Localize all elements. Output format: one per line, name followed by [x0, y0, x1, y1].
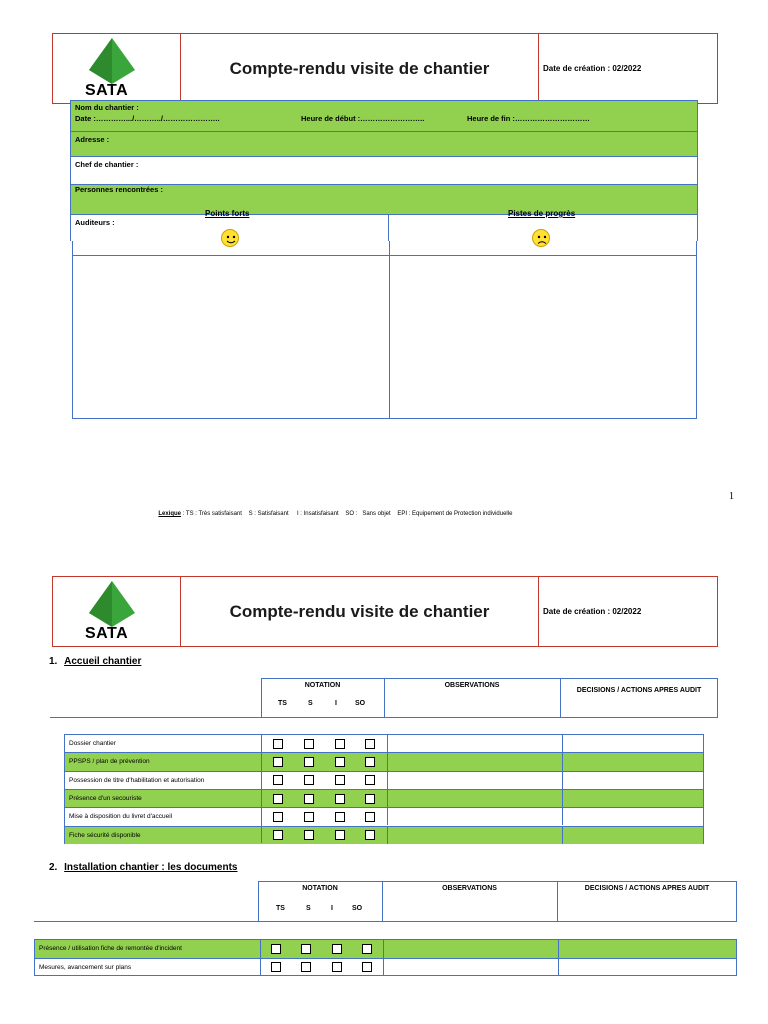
observations-header: OBSERVATIONS: [442, 885, 497, 892]
row-label: Mesures, avancement sur plans: [39, 963, 132, 971]
rating-checkbox-i[interactable]: [335, 739, 345, 749]
site-manager-row[interactable]: [71, 156, 697, 184]
rating-checkbox-s[interactable]: [304, 757, 314, 767]
rating-s: S: [306, 905, 311, 912]
rating-checkbox-ts[interactable]: [271, 962, 281, 972]
table-row: [65, 789, 703, 807]
improvements-heading: Pistes de progrès: [508, 209, 576, 218]
row-label: Fiche sécurité disponible: [69, 831, 141, 839]
observations-cell[interactable]: [387, 735, 562, 752]
row-label: Possession de titre d'habilitation et autorisation: [69, 776, 205, 784]
start-time-label: Heure de début :……………………..: [301, 114, 425, 123]
auditors-label: Auditeurs :: [75, 218, 115, 227]
observations-header: OBSERVATIONS: [444, 682, 500, 689]
rating-checkbox-ts[interactable]: [273, 830, 283, 840]
rating-checkbox-ts[interactable]: [273, 739, 283, 749]
observations-cell[interactable]: [387, 808, 562, 825]
observations-cell[interactable]: [387, 753, 562, 770]
lexicon-title: Lexique: [158, 511, 182, 517]
decisions-cell[interactable]: [562, 790, 703, 807]
rating-ts: TS: [276, 905, 285, 912]
rating-checkbox-so[interactable]: [365, 830, 375, 840]
table-row: [35, 958, 736, 977]
rating-checkbox-so[interactable]: [365, 757, 375, 767]
logo: [53, 34, 181, 103]
rating-checkbox-so[interactable]: [365, 739, 375, 749]
auditors-row[interactable]: [71, 214, 697, 241]
rating-checkbox-ts[interactable]: [273, 757, 283, 767]
rating-ts: TS: [278, 700, 287, 707]
decisions-cell[interactable]: [558, 940, 736, 958]
table-row: [65, 807, 703, 825]
creation-date: Date de création : 02/2022: [543, 64, 642, 73]
people-met-label: Personnes rencontrées :: [75, 185, 163, 194]
date-label: Date :………….../………../…………………..: [75, 114, 220, 123]
label-column-divider: [261, 734, 262, 843]
rating-s: S: [308, 700, 313, 707]
table-row: [35, 939, 736, 958]
row-label: Présence / utilisation fiche de remontée d'incident: [39, 945, 182, 953]
address-label: Adresse :: [75, 135, 110, 144]
rating-checkbox-s[interactable]: [304, 830, 314, 840]
rating-checkbox-s[interactable]: [304, 775, 314, 785]
end-time-label: Heure de fin :…………………………: [467, 114, 590, 123]
decisions-cell[interactable]: [562, 753, 703, 770]
site-info-box: [70, 100, 698, 241]
rating-checkbox-s[interactable]: [304, 739, 314, 749]
people-met-row[interactable]: [71, 184, 697, 214]
document-title: Compte-rendu visite de chantier: [181, 34, 539, 103]
rating-checkbox-i[interactable]: [335, 757, 345, 767]
rating-checkbox-ts[interactable]: [273, 794, 283, 804]
row-label: Dossier chantier: [69, 740, 116, 748]
decisions-cell[interactable]: [558, 959, 736, 977]
strengths-heading: Points forts: [205, 209, 250, 218]
document-title: Compte-rendu visite de chantier: [181, 577, 539, 646]
row-label: Présence d'un secouriste: [69, 795, 142, 803]
site-name-label: Nom du chantier :: [75, 103, 139, 112]
decisions-header: DECISIONS / ACTIONS APRES AUDIT: [584, 885, 710, 892]
section1-header-table: [50, 678, 718, 718]
decisions-cell[interactable]: [562, 735, 703, 752]
table-row: [65, 734, 703, 752]
rating-checkbox-ts[interactable]: [273, 812, 283, 822]
section1-heading: [49, 656, 141, 667]
document-header-2: [52, 576, 718, 647]
strengths-cell[interactable]: [73, 256, 389, 418]
logo-text: SATA: [85, 625, 129, 642]
section2-heading: [49, 862, 238, 873]
lexicon: [155, 505, 512, 517]
section1-title: Accueil chantier: [64, 656, 142, 667]
rating-checkbox-so[interactable]: [362, 962, 372, 972]
logo-text: SATA: [85, 82, 129, 99]
notation-header: NOTATION: [302, 885, 338, 892]
rating-checkbox-i[interactable]: [332, 962, 342, 972]
site-manager-label: Chef de chantier :: [75, 160, 139, 169]
rating-checkbox-i[interactable]: [335, 794, 345, 804]
rating-checkbox-ts[interactable]: [271, 944, 281, 954]
rating-checkbox-so[interactable]: [365, 775, 375, 785]
rating-checkbox-s[interactable]: [304, 794, 314, 804]
observations-cell[interactable]: [387, 790, 562, 807]
document-header-1: [52, 33, 718, 104]
rating-checkbox-ts[interactable]: [273, 775, 283, 785]
strengths-improvements-table: [72, 241, 697, 419]
rating-so: SO: [352, 905, 363, 912]
rating-checkbox-so[interactable]: [365, 812, 375, 822]
address-row[interactable]: [71, 131, 697, 156]
improvements-cell[interactable]: [390, 256, 696, 418]
rating-checkbox-i[interactable]: [335, 830, 345, 840]
rating-i: I: [335, 700, 337, 707]
table-row: [65, 752, 703, 770]
logo: [53, 577, 181, 646]
decisions-cell[interactable]: [562, 772, 703, 789]
section2-header-table: [34, 881, 737, 922]
sata-logo-icon: [87, 579, 137, 629]
site-name-row[interactable]: [71, 101, 697, 131]
rating-checkbox-i[interactable]: [332, 944, 342, 954]
label-column-divider: [260, 939, 261, 975]
rating-i: I: [331, 905, 333, 912]
decisions-cell[interactable]: [562, 808, 703, 825]
observations-cell[interactable]: [383, 940, 558, 958]
rating-so: SO: [355, 700, 366, 707]
sata-logo-icon: [87, 36, 137, 86]
section1-number: 1.: [49, 656, 58, 667]
rating-checkbox-i[interactable]: [335, 775, 345, 785]
rating-checkbox-i[interactable]: [335, 812, 345, 822]
notation-header: NOTATION: [304, 682, 341, 689]
creation-date: Date de création : 02/2022: [543, 607, 642, 616]
table-row: [65, 771, 703, 789]
rating-checkbox-so[interactable]: [365, 794, 375, 804]
section2-title: Installation chantier : les documents: [64, 862, 238, 873]
section1-rows: [64, 734, 704, 844]
row-label: Mise à disposition du livret d'accueil: [69, 813, 173, 821]
rating-checkbox-s[interactable]: [304, 812, 314, 822]
page-number: 1: [729, 491, 734, 502]
section2-rows: [34, 939, 737, 976]
decisions-cell[interactable]: [562, 827, 703, 844]
rating-checkbox-so[interactable]: [362, 944, 372, 954]
row-label: PPSPS / plan de prévention: [69, 758, 150, 766]
auditors-divider: [388, 215, 389, 241]
lexicon-text: : TS : Très satisfaisant S : Satisfaisant I : Insatisfaisant SO : Sans objet EPI : Equipement de Protection individuelle: [181, 511, 513, 517]
observations-cell[interactable]: [383, 959, 558, 977]
rating-checkbox-s[interactable]: [301, 962, 311, 972]
observations-cell[interactable]: [387, 772, 562, 789]
table-row: [65, 826, 703, 844]
decisions-header: DECISIONS / ACTIONS APRES AUDIT: [576, 687, 702, 694]
section2-number: 2.: [49, 862, 58, 873]
rating-checkbox-s[interactable]: [301, 944, 311, 954]
observations-cell[interactable]: [387, 827, 562, 844]
